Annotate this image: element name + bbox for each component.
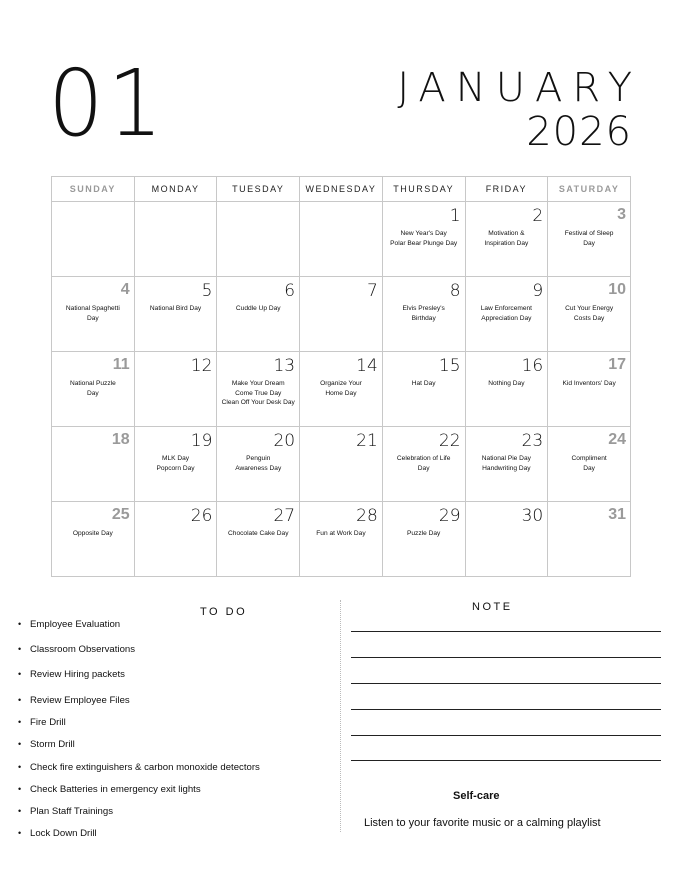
day-events	[550, 454, 628, 473]
bullet-icon: •	[18, 695, 22, 705]
day-events	[302, 379, 380, 398]
bullet-icon: •	[18, 784, 22, 794]
day-events	[137, 454, 215, 473]
bullet-icon: •	[18, 762, 22, 772]
todo-item-label: Review Employee Files	[30, 695, 130, 706]
event-label: Chocolate Cake Day	[228, 530, 289, 537]
day-events	[137, 304, 215, 314]
day-number: 31	[608, 506, 626, 523]
day-number: 3	[617, 206, 626, 223]
event-label: National Bird Day	[149, 305, 202, 312]
day-number: 10	[608, 281, 626, 298]
event-label: Popcorn Day	[156, 464, 195, 472]
day-events	[468, 304, 546, 323]
day-cell	[52, 202, 135, 277]
day-cell	[465, 352, 548, 427]
event-label: Fun at Work Day	[316, 530, 366, 537]
note-title: NOTE	[472, 601, 513, 613]
day-events	[468, 229, 546, 248]
event-label: National Puzzle Day	[69, 380, 116, 397]
day-number: 17	[608, 356, 626, 373]
day-number: 28	[356, 506, 378, 526]
event-label: Make Your Dream Come True Day	[231, 380, 285, 397]
todo-item-label: Check fire extinguishers & carbon monoxide detectors	[30, 762, 260, 773]
day-events	[219, 529, 297, 539]
week-row	[52, 427, 631, 502]
todo-item-label: Lock Down Drill	[30, 828, 97, 839]
weekday-wednesday: WEDNESDAY	[300, 177, 383, 202]
day-cell	[217, 427, 300, 502]
calendar-grid	[51, 176, 631, 577]
day-cell	[52, 427, 135, 502]
event-label: Clean Off Your Desk Day	[221, 399, 295, 406]
day-cell	[465, 202, 548, 277]
day-cell	[52, 277, 135, 352]
day-events	[550, 229, 628, 248]
weekday-saturday: SATURDAY	[548, 177, 631, 202]
weekday-header-row	[52, 177, 631, 202]
todo-item	[18, 717, 66, 728]
day-events	[219, 379, 297, 408]
bullet-icon: •	[18, 669, 22, 679]
day-number: 24	[608, 431, 626, 448]
day-cell	[465, 427, 548, 502]
event-label: MLK Day	[161, 455, 190, 462]
day-number: 18	[111, 431, 130, 448]
day-number: 7	[366, 281, 378, 301]
note-line	[351, 657, 661, 658]
todo-item	[18, 806, 113, 817]
day-number: 12	[190, 356, 213, 376]
event-label: Penguin Awareness Day	[235, 455, 282, 472]
weekday-friday: FRIDAY	[465, 177, 548, 202]
todo-item	[18, 669, 125, 680]
note-line	[351, 760, 661, 761]
day-cell	[217, 502, 300, 577]
bullet-icon: •	[18, 806, 22, 816]
day-events	[54, 529, 132, 539]
event-label: Handwriting Day	[482, 464, 531, 472]
event-label: Organize Your Home Day	[320, 380, 362, 397]
week-row	[52, 352, 631, 427]
day-cell	[134, 277, 217, 352]
day-events	[385, 379, 463, 389]
day-cell	[134, 352, 217, 427]
event-label: Cuddle Up Day	[235, 305, 281, 312]
day-number: 30	[521, 506, 544, 526]
day-number: 21	[356, 431, 378, 451]
day-cell	[134, 202, 217, 277]
day-number: 23	[521, 431, 544, 451]
event-label: Elvis Presley's Birthday	[402, 305, 445, 322]
event-label: Compliment Day	[571, 455, 607, 472]
day-number: 5	[201, 281, 213, 301]
event-label: New Year's Day	[400, 230, 447, 237]
section-divider	[340, 600, 341, 832]
day-cell	[548, 502, 631, 577]
day-cell	[300, 352, 383, 427]
day-cell	[548, 202, 631, 277]
todo-item	[18, 828, 97, 839]
day-number: 22	[438, 431, 461, 451]
day-number: 9	[532, 281, 544, 301]
todo-item-label: Storm Drill	[30, 739, 75, 750]
day-number: 27	[273, 506, 296, 526]
event-label: Motivation & Inspiration Day	[484, 230, 529, 247]
event-label: National Spaghetti Day	[65, 305, 120, 322]
day-number: 14	[356, 356, 378, 376]
bullet-icon: •	[18, 828, 22, 838]
todo-item	[18, 644, 135, 655]
note-line	[351, 631, 661, 632]
note-line	[351, 709, 661, 710]
note-line	[351, 683, 661, 684]
event-label: Opposite Day	[72, 530, 113, 537]
day-cell	[382, 427, 465, 502]
weekday-tuesday: TUESDAY	[217, 177, 300, 202]
day-cell	[52, 352, 135, 427]
day-events	[550, 304, 628, 323]
day-cell	[300, 277, 383, 352]
day-cell	[217, 277, 300, 352]
day-events	[54, 304, 132, 323]
event-label: Nothing Day	[488, 380, 525, 387]
day-number: 15	[438, 356, 461, 376]
week-row	[52, 202, 631, 277]
day-cell	[134, 427, 217, 502]
todo-item-label: Review Hiring packets	[30, 669, 125, 680]
day-cell	[548, 352, 631, 427]
day-events	[219, 454, 297, 473]
day-cell	[382, 277, 465, 352]
day-number: 4	[120, 281, 130, 298]
bullet-icon: •	[18, 644, 22, 654]
selfcare-title: Self-care	[453, 790, 500, 802]
day-cell	[134, 502, 217, 577]
day-events	[468, 454, 546, 473]
todo-item-label: Employee Evaluation	[30, 619, 121, 630]
todo-item-label: Check Batteries in emergency exit lights	[30, 784, 201, 795]
day-number: 25	[111, 506, 130, 523]
day-events	[385, 529, 463, 539]
day-number: 1	[449, 206, 461, 226]
bullet-icon: •	[18, 717, 22, 727]
week-row	[52, 502, 631, 577]
day-events	[550, 379, 628, 389]
note-line	[351, 735, 661, 736]
weekday-sunday: SUNDAY	[52, 177, 135, 202]
day-number: 29	[438, 506, 461, 526]
weekday-monday: MONDAY	[134, 177, 217, 202]
day-number: 26	[190, 506, 213, 526]
day-number: 11	[112, 356, 130, 373]
day-number: 19	[190, 431, 213, 451]
day-events	[219, 304, 297, 314]
day-cell	[382, 352, 465, 427]
day-number: 2	[532, 206, 544, 226]
day-cell	[548, 277, 631, 352]
day-cell	[52, 502, 135, 577]
day-cell	[382, 502, 465, 577]
day-events	[385, 229, 463, 248]
todo-item-label: Plan Staff Trainings	[30, 806, 114, 817]
day-number: 16	[521, 356, 544, 376]
todo-item-label: Fire Drill	[30, 717, 66, 728]
event-label: Cut Your Energy Costs Day	[565, 305, 614, 322]
week-row	[52, 277, 631, 352]
day-events	[302, 529, 380, 539]
day-number: 8	[449, 281, 461, 301]
day-number: 13	[273, 356, 296, 376]
day-cell	[300, 427, 383, 502]
event-label: Polar Bear Plunge Day	[390, 239, 458, 247]
day-cell	[217, 202, 300, 277]
month-name: JANUARY	[397, 65, 642, 111]
year: 2026	[526, 109, 632, 155]
day-cell	[300, 502, 383, 577]
day-cell	[465, 502, 548, 577]
todo-item	[18, 739, 75, 750]
day-events	[468, 379, 546, 389]
todo-item	[18, 619, 120, 630]
day-cell	[548, 427, 631, 502]
selfcare-text: Listen to your favorite music or a calming playlist	[364, 817, 601, 829]
day-number: 6	[284, 281, 296, 301]
weekday-thursday: THURSDAY	[382, 177, 465, 202]
event-label: Festival of Sleep Day	[564, 230, 614, 247]
event-label: Law Enforcement Appreciation Day	[480, 305, 533, 322]
bullet-icon: •	[18, 619, 22, 629]
day-cell	[382, 202, 465, 277]
day-cell	[300, 202, 383, 277]
day-cell	[217, 352, 300, 427]
todo-item	[18, 784, 201, 795]
day-number: 20	[273, 431, 296, 451]
event-label: Celebration of Life Day	[396, 455, 451, 472]
bullet-icon: •	[18, 739, 22, 749]
event-label: Puzzle Day	[406, 530, 441, 537]
event-label: Kid Inventors' Day	[562, 380, 616, 387]
todo-item	[18, 762, 260, 773]
day-cell	[465, 277, 548, 352]
event-label: Hat Day	[411, 380, 436, 387]
event-label: National Pie Day	[481, 455, 531, 462]
day-events	[385, 304, 463, 323]
day-events	[54, 379, 132, 398]
month-number: 01	[48, 50, 167, 157]
todo-item-label: Classroom Observations	[30, 644, 136, 655]
todo-title: TO DO	[200, 606, 248, 618]
day-events	[385, 454, 463, 473]
todo-item	[18, 695, 130, 706]
